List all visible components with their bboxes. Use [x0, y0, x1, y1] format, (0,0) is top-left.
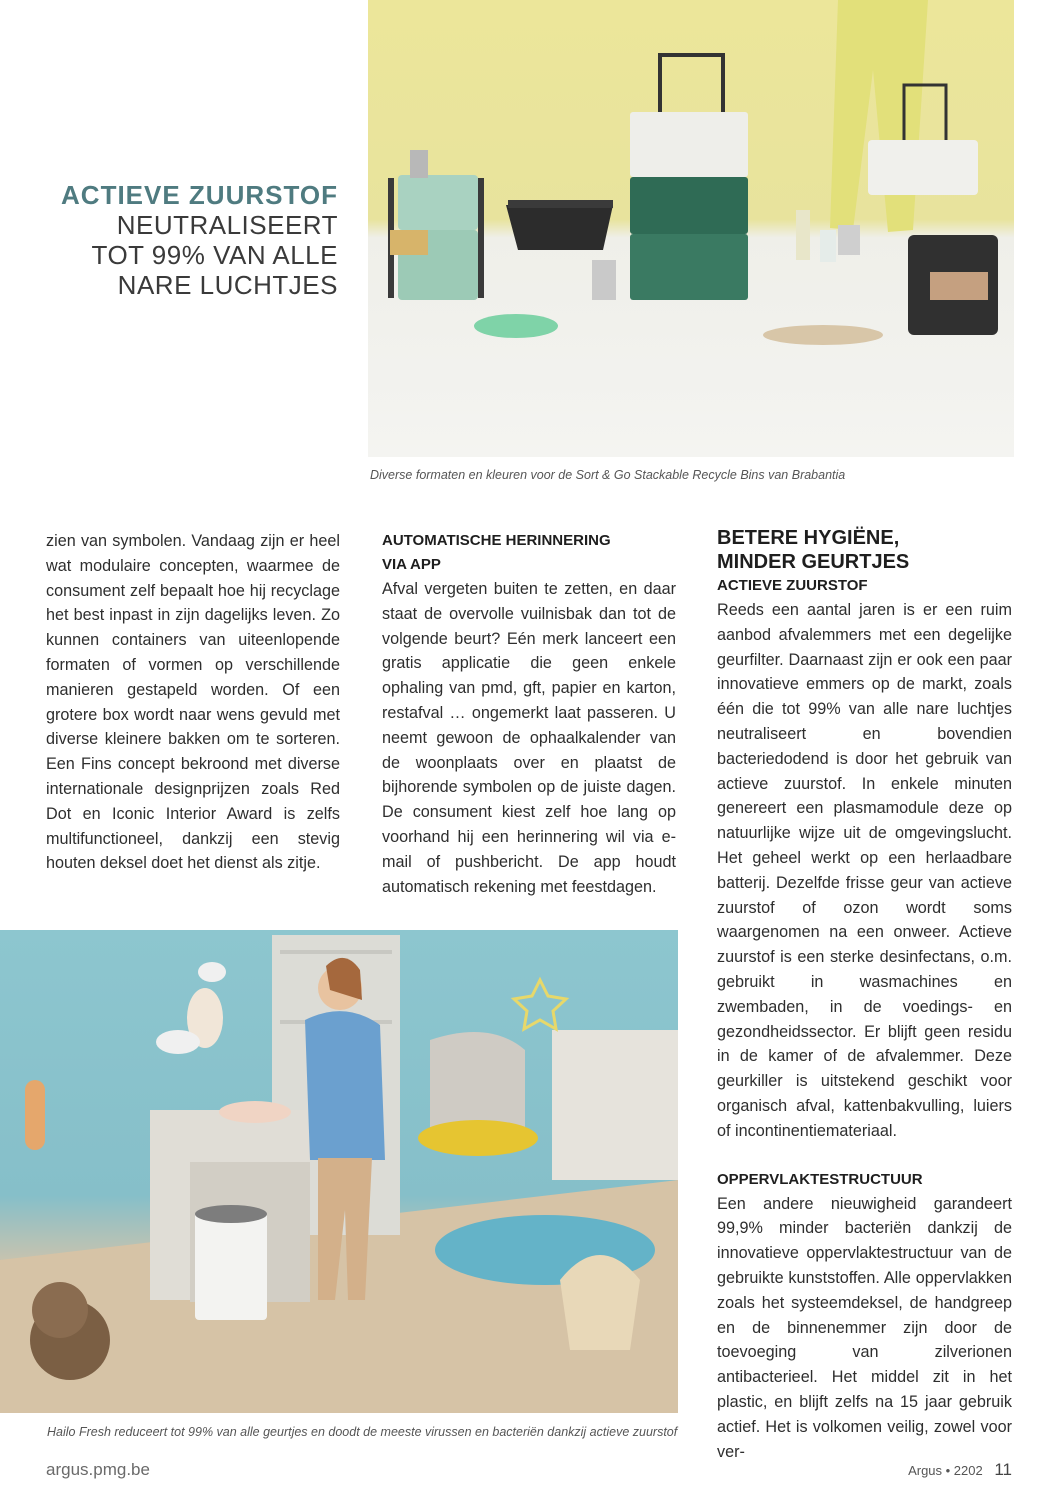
column1-body: zien van symbolen. Vandaag zijn er heel wat modulaire concepten, waarmee de consument zelf bepaalt hoe hij recyclage het best inpast in zijn dagelijks leven. Zo kunnen containers van uiteenlopende formaten of vormen op verschillende manieren gestapeld worden. Of een grotere box wordt naar wens gevuld met diverse kleinere bakken om te sorteren. Een Fins concept bekroond met diverse internationale designprijzen zoals Red Dot en Iconic Interior Award is zelfs multifunctioneel, dankzij een stevig houten deksel doet het dienst als zitje. — [46, 532, 340, 873]
footer-issue-label: Argus • 2202 — [908, 1463, 983, 1478]
article-column-3 — [717, 526, 1012, 1464]
article-column-2 — [382, 529, 676, 899]
column3-body2: Een andere nieuwigheid garandeert 99,9% minder bacteriën dankzij de innovatieve oppervlaktestructuur van de gebruikte kunststoffen. Alle oppervlakken zoals het systeemdeksel, de handgreep en de binnenemmer zijn door de toevoeging van zilverionen antibacterieel. Het middel zit in het plastic, en blijft zelfs na 15 jaar gebruik actief. Het is volkomen veilig, zowel voor ver- — [717, 1194, 1012, 1461]
footer-issue — [908, 1460, 1012, 1480]
pull-quote-line4: NARE LUCHTJES — [117, 270, 338, 300]
nursery-photo — [0, 930, 678, 1413]
photo2-caption: Hailo Fresh reduceert tot 99% van alle geurtjes en doodt de meeste virussen en bacteriën dankzij actieve zuurstof — [47, 1425, 678, 1439]
column2-body: Afval vergeten buiten te zetten, en daar staat de overvolle vuilnisbak dan tot de volgende beurt? Eén merk lanceert een gratis applicatie die geen enkele ophaling van pmd, gft, papier en karton, restafval … ongemerkt laat passeren. U neemt gewoon de ophaalkalender van de woonplaats over en plaatst de bijhorende symbolen op de juiste dagen. De consument kiest zelf hoe lang op voorhand hij een herinnering wil via e-mail of pushbericht. De app houdt automatisch rekening met feestdagen. — [382, 580, 676, 896]
pull-quote — [61, 180, 338, 300]
column2-heading-line2: VIA APP — [382, 556, 441, 573]
pull-quote-line1: ACTIEVE ZUURSTOF — [61, 180, 338, 210]
footer-website: argus.pmg.be — [46, 1460, 150, 1479]
photo1-caption: Diverse formaten en kleuren voor de Sort & Go Stackable Recycle Bins van Brabantia — [370, 468, 846, 482]
column3-body1: Reeds een aantal jaren is er een ruim aanbod afvalemmers met een degelijke geurfilter. Daarnaast zijn er ook een paar innovatieve emmers op de markt, zoals één die tot 99% van alle nare luchtjes neutraliseert en bovendien bacteriedodend is door het gebruik van actieve zuurstof. In enkele minuten genereert een plasmamodule deze op natuurlijke wijze uit de omgevingslucht. Het geheel werkt op een herlaadbare batterij. Dezelfde frisse geur van actieve zuurstof of ozon wordt soms waargenomen na een onweer. Actieve zuurstof is een sterke desinfectans, o.m. gebruikt in wasmachines en zwembaden, in de voedings- en gezondheidssector. Er blijft geen residu in de kamer of de afvalemmer. Deze geurkiller is uitstekend geschikt voor organisch afval, kattenbakvulling, luiers of incontinentiemateriaal. — [717, 601, 1012, 1140]
page-number: 11 — [994, 1460, 1012, 1479]
section-heading-2: OPPERVLAKTESTRUCTUUR — [717, 1170, 923, 1188]
nursery-illustration — [0, 930, 678, 1413]
section-title-line2: MINDER GEURTJES — [717, 551, 910, 573]
section-title-line1: BETERE HYGIËNE, — [717, 527, 900, 549]
article-column-1 — [46, 529, 340, 876]
column2-heading-line1: AUTOMATISCHE HERINNERING — [382, 532, 611, 549]
recycle-bins-illustration — [368, 0, 1014, 457]
section-subheading: ACTIEVE ZUURSTOF — [717, 577, 868, 594]
pull-quote-line3: TOT 99% VAN ALLE — [91, 240, 338, 270]
recycle-bins-photo — [368, 0, 1014, 457]
pull-quote-line2: NEUTRALISEERT — [116, 210, 338, 240]
